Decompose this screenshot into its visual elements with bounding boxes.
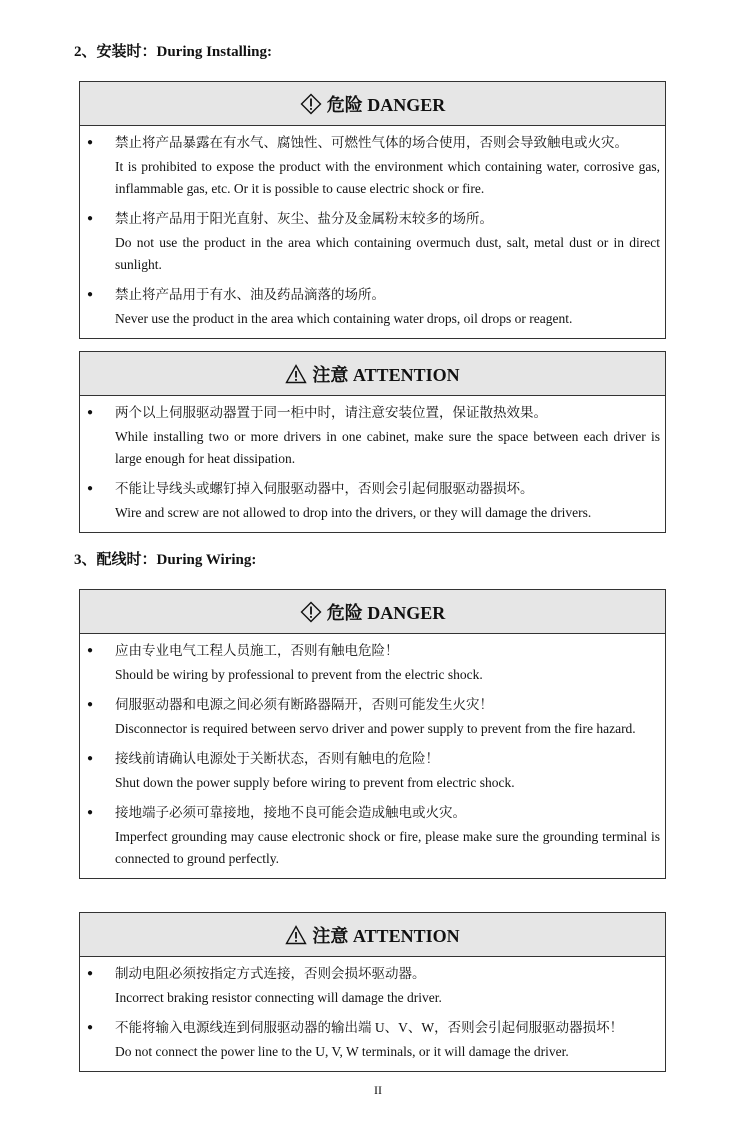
danger-icon [300,93,322,115]
list-item [87,691,660,745]
danger-icon [300,601,322,623]
section-heading-installing: 2、安装时：During Installing: [74,44,272,60]
box-title: 危险 DANGER [326,94,446,115]
box-header [80,590,665,634]
box-header [80,352,665,396]
bullet-icon: ● [87,807,94,818]
item-text-en: Should be wiring by professional to prevent from the electric shock. [115,667,483,682]
item-text-en: Never use the product in the area which containing water drops, oil drops or reagent. [115,311,573,326]
item-text-en: Wire and screw are not allowed to drop into the drivers, or they will damage the drivers. [115,505,592,520]
bullet-icon: ● [87,407,94,418]
list-item [87,637,660,691]
bullet-icon: ● [87,289,94,300]
box-title: 注意 ATTENTION [312,925,460,946]
item-text-zh: 禁止将产品用于有水、油及药品滴落的场所。 [115,287,385,302]
bullet-icon: ● [87,968,94,979]
item-text-en: Do not connect the power line to the U, V, W terminals, or it will damage the driver. [115,1044,569,1059]
section-heading-wiring: 3、配线时：During Wiring: [74,552,257,568]
danger-box-wiring [79,589,666,879]
danger-box-installing [79,81,666,339]
item-text-zh: 禁止将产品用于阳光直射、灰尘、盐分及金属粉末较多的场所。 [115,211,493,226]
bullet-icon: ● [87,137,94,148]
list-item [87,960,660,1014]
bullet-icon: ● [87,753,94,764]
list-item [87,745,660,799]
box-header [80,82,665,126]
box-title: 注意 ATTENTION [312,364,460,385]
attention-icon [285,364,307,384]
item-text-zh: 禁止将产品暴露在有水气、腐蚀性、可燃性气体的场合使用，否则会导致触电或火灾。 [115,135,628,150]
item-text-en: Imperfect grounding may cause electronic shock or fire, please make sure the grounding terminal is connected to ground perfectly. [115,829,660,866]
bullet-icon: ● [87,483,94,494]
list-item [87,281,660,335]
item-text-en: Incorrect braking resistor connecting will damage the driver. [115,990,442,1005]
page-number: II [374,1083,382,1097]
list-item [87,399,660,475]
box-header [80,913,665,957]
bullet-icon: ● [87,1022,94,1033]
item-text-en: It is prohibited to expose the product with the environment which containing water, corrosive gas, inflammable gas, etc. Or it is possible to cause electric shock or fire. [115,159,660,196]
list-item [87,475,660,529]
item-text-zh: 伺服驱动器和电源之间必须有断路器隔开，否则可能发生火灾！ [115,697,493,712]
item-text-zh: 不能让导线头或螺钉掉入伺服驱动器中，否则会引起伺服驱动器损坏。 [115,481,534,496]
bullet-icon: ● [87,645,94,656]
item-text-zh: 应由专业电气工程人员施工，否则有触电危险！ [115,643,399,658]
item-text-en: Do not use the product in the area which containing overmuch dust, salt, metal dust or in direct sunlight. [115,235,660,272]
item-text-zh: 接线前请确认电源处于关断状态，否则有触电的危险！ [115,751,439,766]
item-text-zh: 两个以上伺服驱动器置于同一柜中时，请注意安装位置，保证散热效果。 [115,405,547,420]
item-text-zh: 不能将输入电源线连到伺服驱动器的输出端 U、V、W，否则会引起伺服驱动器损坏！ [115,1020,624,1035]
item-text-en: Shut down the power supply before wiring to prevent from electric shock. [115,775,515,790]
item-text-zh: 接地端子必须可靠接地，接地不良可能会造成触电或火灾。 [115,805,466,820]
item-text-en: Disconnector is required between servo driver and power supply to prevent from the fire hazard. [115,721,636,736]
item-text-en: While installing two or more drivers in one cabinet, make sure the space between each driver is large enough for heat dissipation. [115,429,660,466]
attention-box-installing [79,351,666,533]
list-item [87,799,660,875]
attention-icon [285,925,307,945]
item-text-zh: 制动电阻必须按指定方式连接，否则会损坏驱动器。 [115,966,426,981]
bullet-icon: ● [87,213,94,224]
attention-box-wiring [79,912,666,1072]
bullet-icon: ● [87,699,94,710]
list-item [87,205,660,281]
list-item [87,129,660,205]
list-item [87,1014,660,1068]
box-title: 危险 DANGER [326,602,446,623]
